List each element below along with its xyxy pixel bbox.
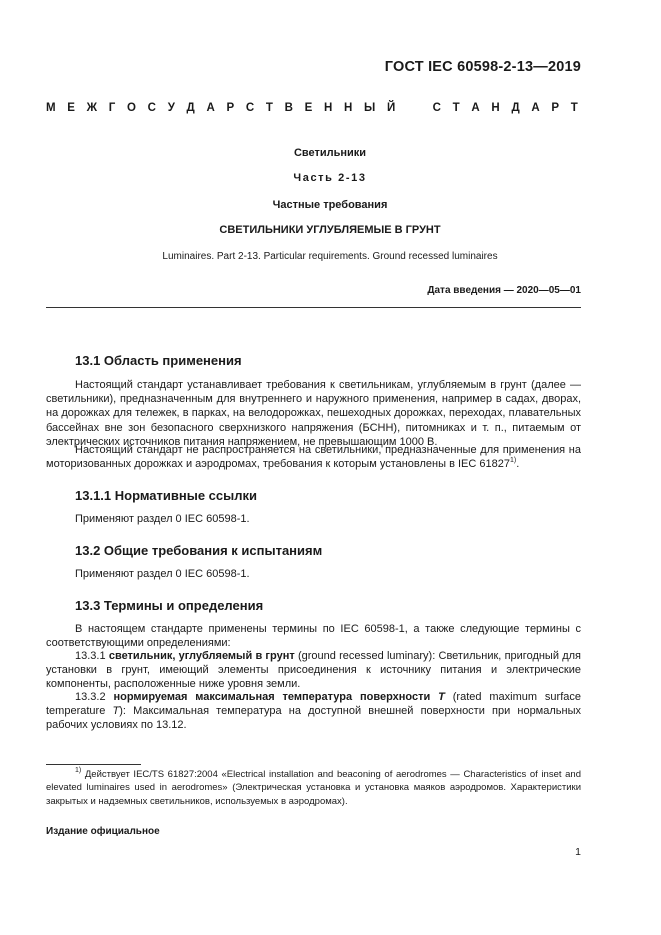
- banner-letter: Н: [344, 102, 353, 114]
- banner-letter: Р: [551, 102, 560, 114]
- title-luminaires: Светильники: [293, 147, 367, 159]
- paragraph-terms-intro: [46, 622, 581, 650]
- banner-letter: Е: [304, 102, 313, 114]
- definition-text: (ground recessed luminary): Светильник, пригодный для установки в грунт, имеющий элементы присоединения к источнику питания и электрические компоненты, расположенные ниже уровня земли.: [46, 650, 582, 691]
- banner-letter: Ы: [364, 102, 376, 114]
- edition-label: Издание официальное: [46, 826, 160, 837]
- definition-13-3-2: [46, 690, 581, 733]
- section-heading-13-2: 13.2 Общие требования к испытаниям: [75, 543, 323, 558]
- definition-text: (rated maximum surface temperature: [46, 691, 582, 718]
- banner-letter: Г: [108, 102, 116, 114]
- definition-term: светильник, углубляемый в грунт: [108, 650, 295, 662]
- banner-letter: О: [127, 102, 136, 114]
- banner-letter: Д: [511, 102, 520, 114]
- section-heading-13-1-1: 13.1.1 Нормативные ссылки: [75, 488, 257, 503]
- footnote: [46, 768, 581, 808]
- english-title: Luminaires. Part 2-13. Particular requirements. Ground recessed luminaires: [162, 251, 498, 262]
- paragraph-scope-1: [46, 378, 581, 449]
- banner-letter: Н: [491, 102, 500, 114]
- banner-letter: Т: [570, 102, 578, 114]
- main-title: СВЕТИЛЬНИКИ УГЛУБЛЯЕМЫЕ В ГРУНТ: [219, 224, 441, 236]
- banner-letter: Т: [452, 102, 460, 114]
- section-heading-13-3: 13.3 Термины и определения: [75, 598, 264, 613]
- footnote-ref: 1): [509, 457, 517, 465]
- banner-letter: А: [471, 102, 480, 114]
- definition-symbol-en: T: [112, 705, 120, 718]
- paragraph-end: .: [516, 458, 520, 471]
- paragraph-normative: Применяют раздел 0 IEC 60598-1.: [75, 513, 250, 525]
- banner-gap: [407, 102, 421, 114]
- paragraph-text: Настоящий стандарт устанавливает требования к светильникам, углубляемым в грунт (далее — светильники), предназначенным для внутреннего и наружного применения, например в садах, дворах, на дорожках для тележек, в парках, на велодорожках, пешеходных дорожках, переходах, плавательных бассейнах вне зон безопасного сверхнизкого напряжения (БСНН), питомниках и т. п., питаемым от электрических источников питания напряжением, не превышающим 1000 В.: [46, 379, 581, 448]
- banner-letter: Н: [323, 102, 333, 114]
- banner-letter: А: [531, 102, 540, 114]
- banner-letter: Д: [186, 102, 195, 114]
- page-number: 1: [575, 846, 581, 858]
- definition-term: нормируемая максимальная температура поверхности: [113, 691, 431, 703]
- paragraph-text: В настоящем стандарте применены термины по IEC 60598-1, а также следующие термины с соответствующими определениями:: [46, 623, 581, 650]
- footnote-mark: 1): [75, 767, 82, 774]
- definition-text: ): Максимальная температура на доступной внешней поверхности при нормальных рабочих условиях по 13.12.: [46, 705, 581, 732]
- banner-letter: С: [245, 102, 255, 114]
- section-heading-13-1: 13.1 Область применения: [75, 353, 242, 368]
- banner-letter: С: [432, 102, 441, 114]
- divider: [46, 307, 581, 308]
- definition-number: 13.3.1: [75, 650, 106, 662]
- banner-letter: М: [46, 102, 56, 114]
- footnote-divider: [46, 764, 141, 765]
- banner-letter: В: [284, 102, 293, 114]
- banner-letter: Р: [226, 102, 235, 114]
- definition-13-3-1: [46, 649, 581, 692]
- interstate-standard-banner: [46, 102, 578, 114]
- paragraph-scope-2: [46, 443, 581, 471]
- paragraph-text: Настоящий стандарт не распространяется на светильники, предназначенные для применения на моторизованных дорожках и аэродромах, требования к которым установлены в IEC 61827: [46, 444, 581, 471]
- definition-symbol: T: [438, 691, 445, 703]
- standard-number: ГОСТ IEC 60598-2-13—2019: [384, 59, 581, 75]
- banner-letter: Е: [67, 102, 75, 114]
- title-particular: Частные требования: [272, 199, 388, 211]
- banner-letter: А: [206, 102, 215, 114]
- banner-letter: Й: [386, 102, 396, 114]
- banner-letter: С: [147, 102, 156, 114]
- title-part: Часть 2-13: [293, 172, 367, 184]
- paragraph-tests: Применяют раздел 0 IEC 60598-1.: [75, 568, 250, 580]
- banner-letter: Ж: [86, 102, 98, 114]
- banner-letter: Т: [265, 102, 273, 114]
- intro-date: Дата введения — 2020—05—01: [427, 285, 581, 296]
- definition-number: 13.3.2: [75, 691, 106, 703]
- footnote-text: Действует IEC/TS 61827:2004 «Electrical installation and beaconing of aerodromes — Characteristics of inset and elevated luminaires used in aerodromes» (Электрическая установка и установка маяков аэродромов. Характеристики закрытых и надземных светильников, используемых в аэродромах).: [46, 769, 581, 807]
- banner-letter: У: [167, 102, 175, 114]
